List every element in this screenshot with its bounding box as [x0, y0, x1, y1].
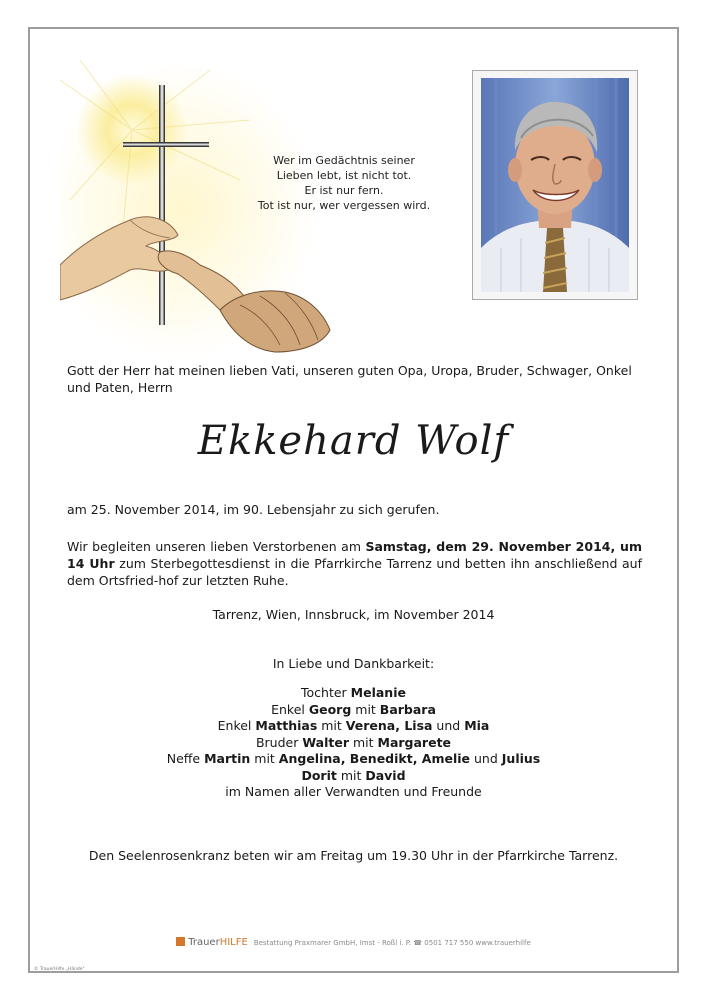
quote-line: Wer im Gedächtnis seiner — [273, 154, 415, 167]
funeral-text: zum Sterbegottesdienst in die Pfarrkirche Tarrenz und betten ihn anschließend auf dem Ortsfried-hof zur letzten Ruhe. — [67, 556, 642, 588]
funeral-text: Wir begleiten unseren lieben Verstorbenen am — [67, 539, 366, 554]
funeral-date: Samstag, dem 29. November 2014, um 14 Uhr — [67, 539, 642, 571]
mourner-line: Enkel Georg mit Barbara — [271, 701, 436, 717]
rosary-notice: Den Seelenrosenkranz beten wir am Freitag um 19.30 Uhr in der Pfarrkirche Tarrenz. — [88, 848, 619, 863]
mourners-list — [0, 685, 707, 801]
quote-line: Lieben lebt, ist nicht tot. — [276, 169, 412, 182]
footer-info: Bestattung Praxmarer GmbH, Imst - Roßl i. P. ☎ 0501 717 550 www.trauerhilfe — [253, 939, 531, 947]
mourner-line: im Namen aller Verwandten und Freunde — [225, 784, 482, 799]
mourner-line: Dorit mit David — [301, 767, 406, 783]
mourner-line: Enkel Matthias mit Verena, Lisa und Mia — [217, 718, 490, 733]
memorial-quote — [244, 153, 444, 213]
quote-line: Er ist nur fern. — [304, 184, 384, 197]
mourner-line: Bruder Walter mit Margarete — [255, 734, 452, 750]
portrait-photo — [481, 78, 629, 292]
brand-logo: TrauerHILFE — [188, 937, 248, 948]
funeral-details — [67, 538, 642, 589]
deceased-name: Ekkehard Wolf — [197, 418, 510, 464]
copyright-note: © TrauerHilfe „Hände" — [34, 967, 85, 972]
quote-line: Tot ist nur, wer vergessen wird. — [257, 199, 431, 212]
logo-icon — [176, 937, 185, 946]
intro-text: Gott der Herr hat meinen lieben Vati, unseren guten Opa, Uropa, Bruder, Schwager, Onkel und Paten, Herrn — [67, 363, 632, 395]
place-date: Tarrenz, Wien, Innsbruck, im November 2014 — [212, 607, 495, 622]
mourner-line: Tochter Melanie — [301, 685, 406, 700]
closing-phrase: In Liebe und Dankbarkeit: — [272, 656, 435, 671]
death-notice: am 25. November 2014, im 90. Lebensjahr zu sich gerufen. — [67, 502, 440, 517]
mourner-line: Neffe Martin mit Angelina, Benedikt, Amelie und Julius — [166, 751, 541, 766]
footer — [0, 937, 707, 948]
portrait-frame — [472, 70, 638, 300]
